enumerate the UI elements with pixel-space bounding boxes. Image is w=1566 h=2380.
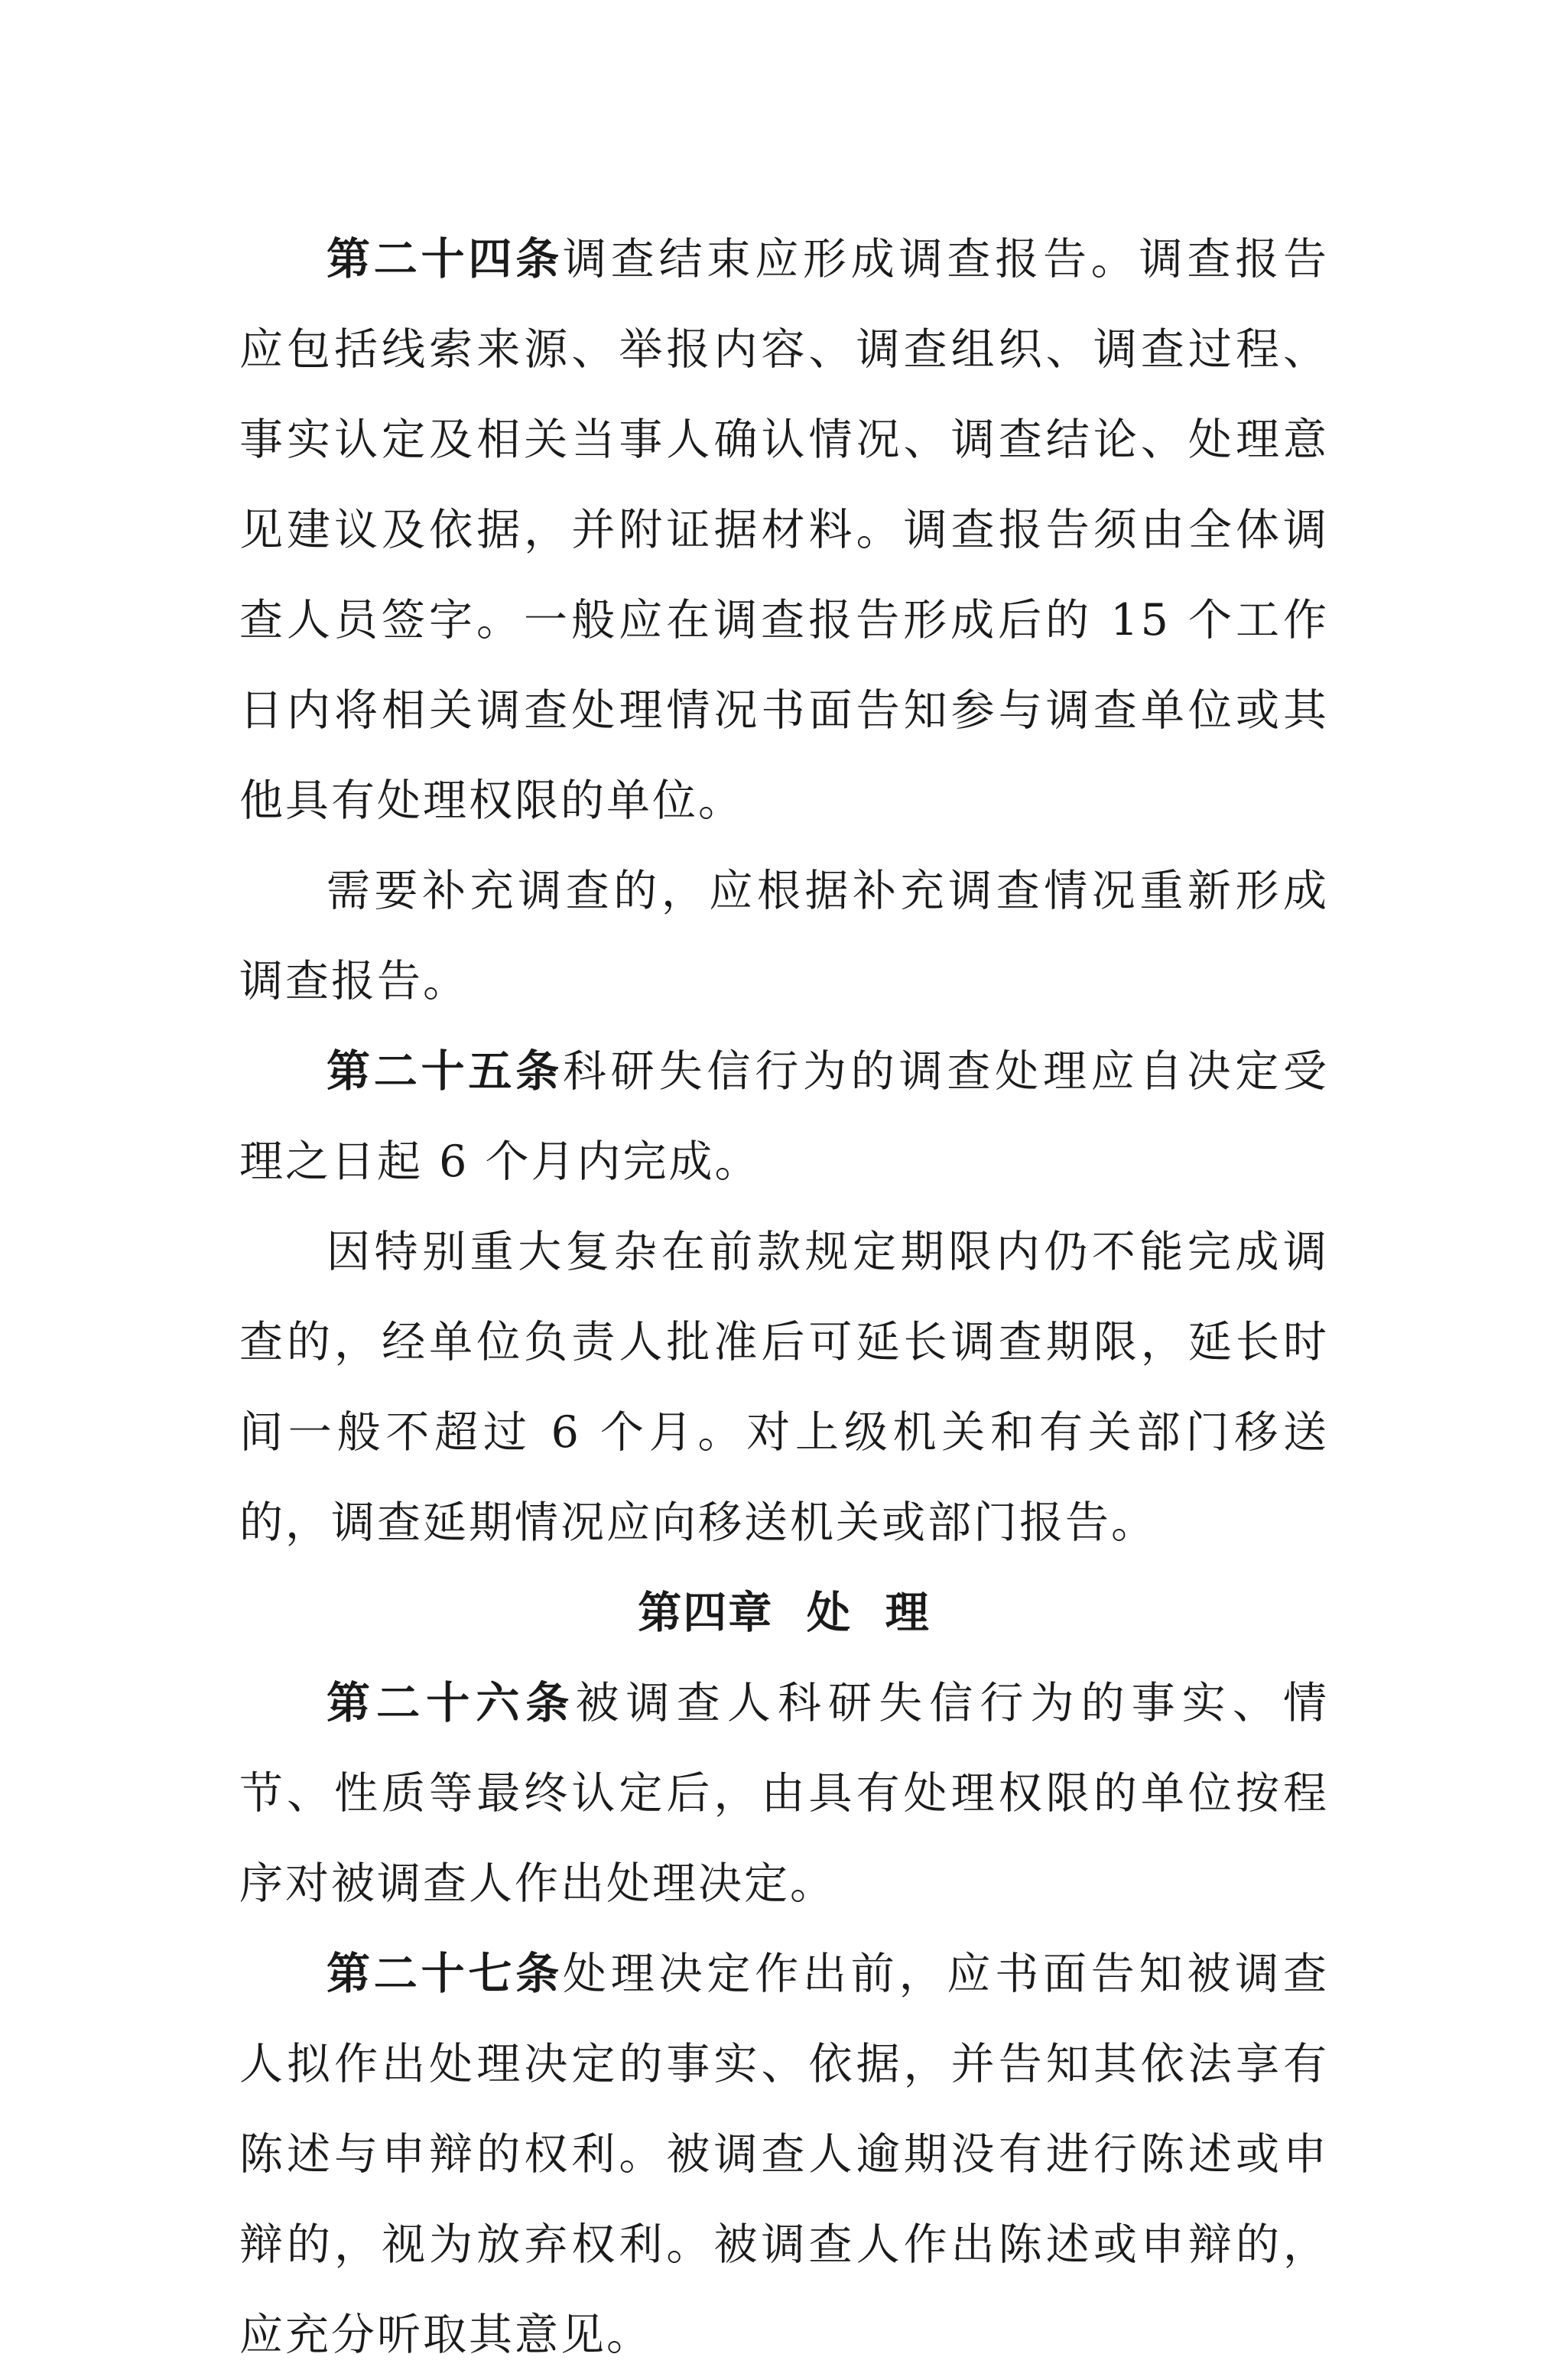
article-24-supplement-paragraph bbox=[239, 846, 1329, 1026]
article-26-paragraph bbox=[239, 1658, 1329, 1929]
article-text: 处理决定作出前，应书面告知被调查人拟作出处理决定的事实、依据，并告知其依法享有陈述与申辩的权利。被调查人逾期没有进行陈述或申辩的，视为放弃权利。被调查人作出陈述或申辩的，应充分听取其意见。 bbox=[239, 1949, 1329, 2360]
article-number: 第二十四条 bbox=[327, 234, 563, 284]
article-25-paragraph bbox=[239, 1026, 1329, 1207]
article-number: 第二十七条 bbox=[327, 1949, 563, 1999]
chapter-heading: 第四章 处 理 bbox=[638, 1588, 931, 1638]
article-text: 被调查人科研失信行为的事实、情节、性质等最终认定后，由具有处理权限的单位按程序对被调查人作出处理决定。 bbox=[239, 1678, 1330, 1909]
paragraph-text: 因特别重大复杂在前款规定期限内仍不能完成调查的，经单位负责人批准后可延长调查期限，延长时间一般不超过 6 个月。对上级机关和有关部门移送的，调查延期情况应向移送机关或部门报告。 bbox=[239, 1227, 1329, 1548]
document-page bbox=[239, 214, 1329, 2380]
paragraph-text: 需要补充调查的，应根据补充调查情况重新形成调查报告。 bbox=[239, 866, 1329, 1006]
article-text: 调查结束应形成调查报告。调查报告应包括线索来源、举报内容、调查组织、调查过程、事实认定及相关当事人确认情况、调查结论、处理意见建议及依据，并附证据材料。调查报告须由全体调查人员签字。一般应在调查报告形成后的 15 个工作日内将相关调查处理情况书面告知参与调查单位或其他具有处理权限的单位。 bbox=[239, 234, 1329, 826]
article-24-paragraph bbox=[239, 214, 1329, 846]
article-text: 科研失信行为的调查处理应自决定受理之日起 6 个月内完成。 bbox=[239, 1046, 1329, 1187]
article-25-extension-paragraph bbox=[239, 1207, 1329, 1568]
article-number: 第二十六条 bbox=[327, 1678, 576, 1728]
article-number: 第二十五条 bbox=[327, 1046, 563, 1097]
article-27-paragraph bbox=[239, 1929, 1329, 2380]
